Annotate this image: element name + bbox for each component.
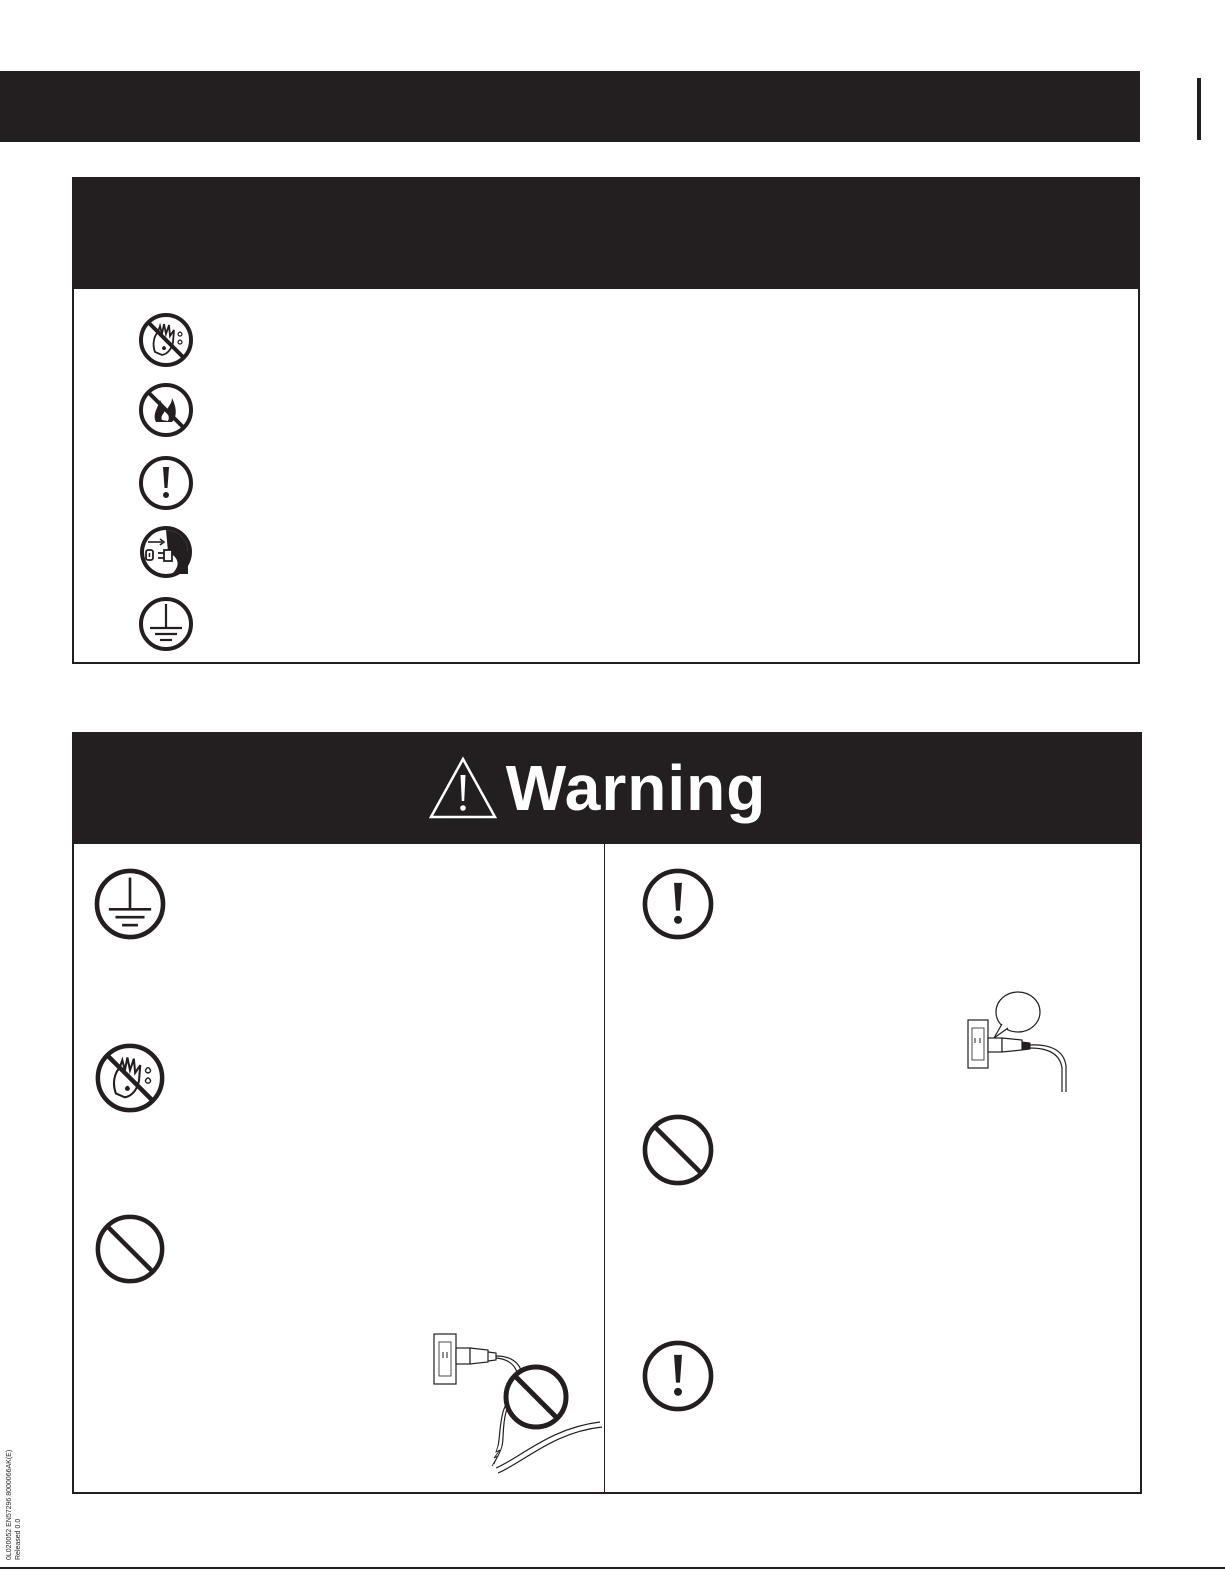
caution-exclamation-icon (641, 867, 715, 941)
page-edge-mark (1197, 78, 1201, 140)
warning-title-group (428, 752, 767, 824)
ground-icon (93, 867, 167, 941)
footer-rule (0, 1567, 1225, 1569)
prohibited-icon (94, 1213, 166, 1285)
plug-insert-illustration (960, 988, 1080, 1103)
document-code-line1: 0L020052 EN57296 8000066AK(E) (6, 1449, 13, 1560)
prohibited-icon (641, 1113, 715, 1187)
warning-triangle-icon (428, 755, 498, 821)
warning-title: Warning (505, 752, 767, 824)
document-code (6, 1449, 36, 1560)
ground-icon (138, 596, 194, 652)
top-header-bar (0, 71, 1140, 142)
caution-exclamation-icon (138, 455, 194, 511)
caution-exclamation-icon (641, 1339, 715, 1413)
unplug-icon (138, 524, 194, 580)
no-wet-hands-icon (94, 1042, 166, 1114)
warning-header (72, 732, 1142, 844)
document-code-line2: Released 0.0 (15, 1518, 22, 1560)
warning-box (72, 732, 1142, 1494)
symbol-legend-header (72, 177, 1140, 289)
no-wet-hands-icon (138, 312, 194, 368)
damaged-cord-illustration (430, 1328, 605, 1503)
no-fire-icon (138, 382, 194, 438)
